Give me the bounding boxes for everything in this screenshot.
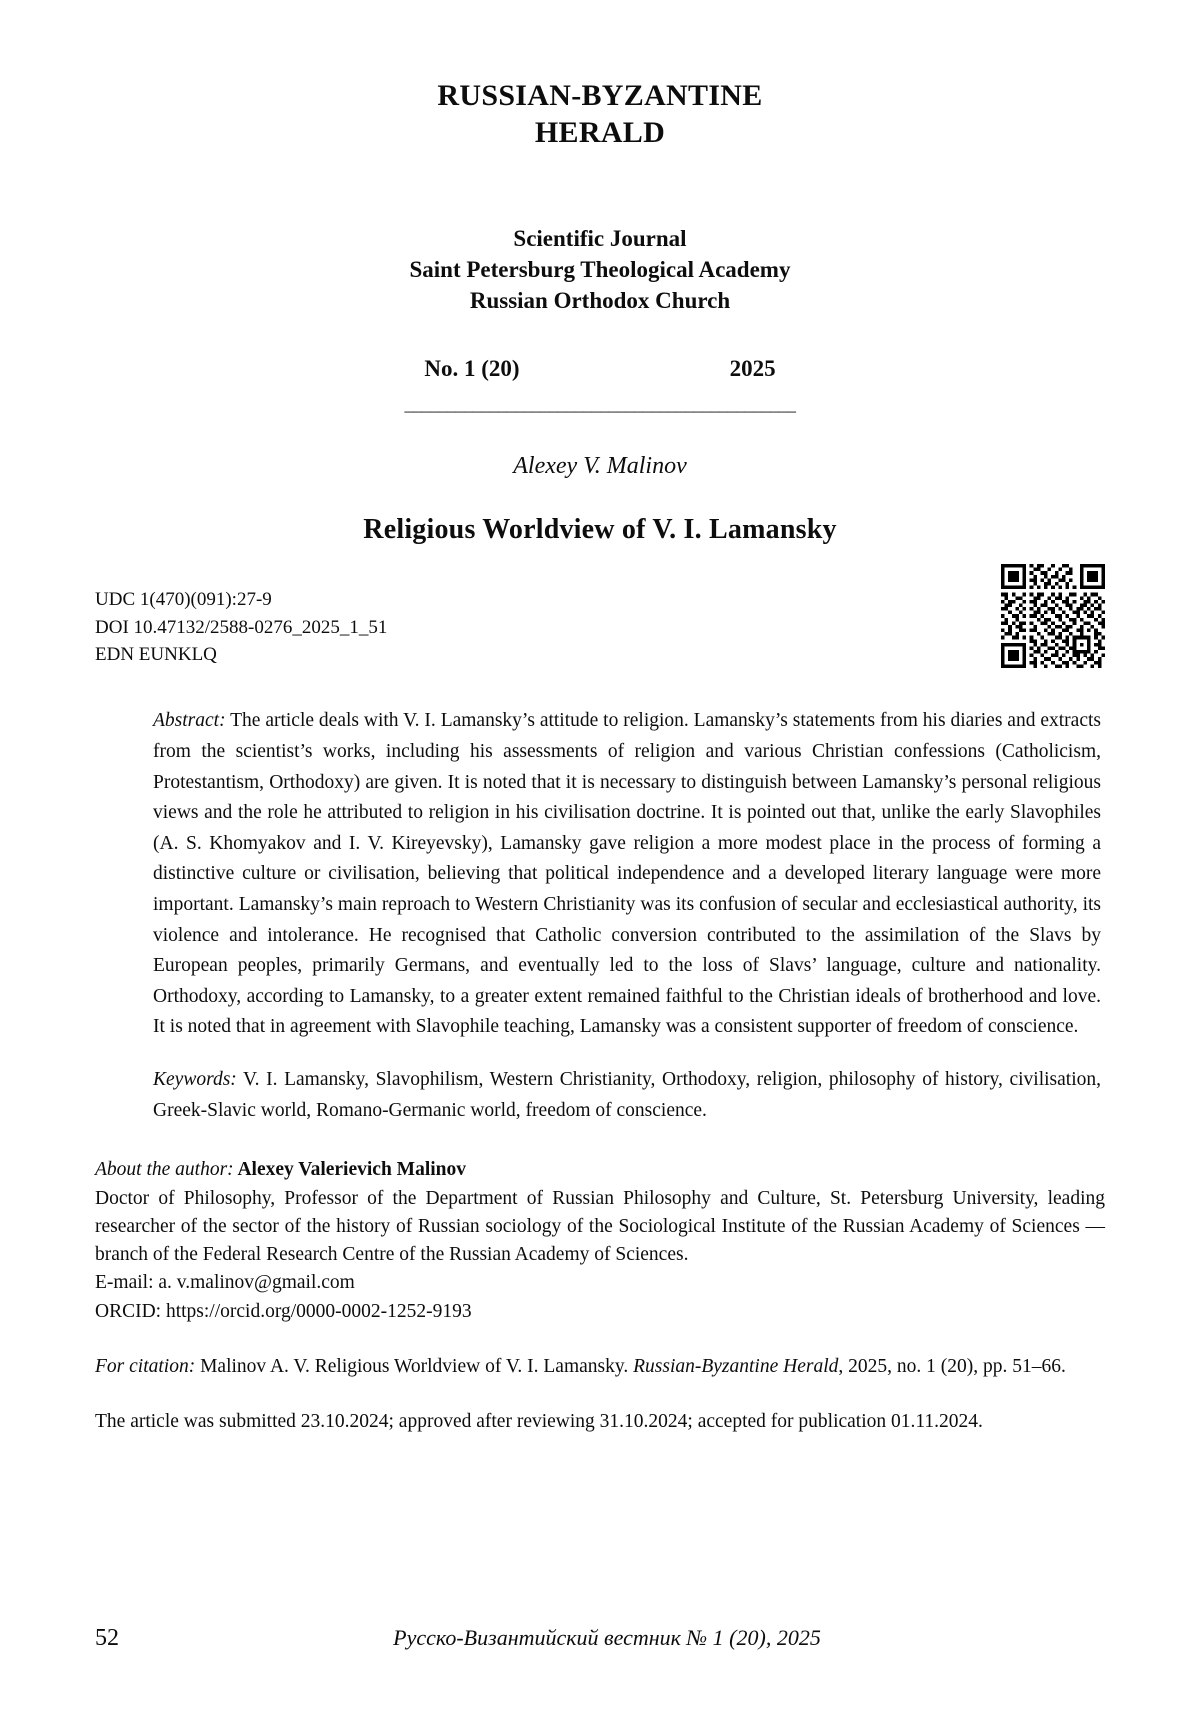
keywords-text: V. I. Lamansky, Slavophilism, Western Christianity, Orthodoxy, religion, philosophy of history, civilisation, Greek-Slavic world, Romano-Germanic world, freedom of conscience. (153, 1069, 1101, 1121)
citation-text-before: Malinov A. V. Religious Worldview of V. I. Lamansky. (195, 1355, 634, 1377)
author-orcid[interactable]: ORCID: https://orcid.org/0000-0002-1252-9193 (95, 1300, 472, 1322)
submission-dates: The article was submitted 23.10.2024; approved after reviewing 31.10.2024; accepted for publication 01.11.2024. (95, 1411, 983, 1433)
page-title: Religious Worldview of V. I. Lamansky (363, 514, 837, 546)
identifiers-row (95, 586, 1105, 696)
qr-code-icon (1001, 564, 1105, 668)
about-label: About the author: (95, 1159, 234, 1181)
citation-label: For citation: (95, 1355, 196, 1377)
journal-kind: Scientific Journal (513, 226, 687, 252)
article-author: Alexey V. Malinov (513, 453, 687, 480)
horizontal-rule: ______________________________________________ (404, 394, 796, 415)
page-content (95, 0, 1105, 1436)
doi-line: DOI 10.47132/2588-0276_2025_1_51 (95, 616, 388, 638)
masthead-line-2: HERALD (534, 115, 666, 149)
identifiers (95, 586, 1105, 669)
journal-info (95, 223, 1105, 316)
edn-line: EDN EUNKLQ (95, 644, 217, 666)
keywords-paragraph (153, 1065, 1101, 1126)
citation-journal-title: Russian-Byzantine Herald (633, 1355, 839, 1377)
abstract-paragraph (153, 706, 1101, 1043)
page-footer (95, 1625, 1105, 1652)
issue-row (95, 356, 1105, 382)
page-number: 52 (95, 1625, 119, 1651)
citation-paragraph (95, 1352, 1105, 1381)
journal-masthead (95, 78, 1105, 151)
running-title: Русско-Византийский вестник № 1 (20), 2025 (393, 1625, 821, 1650)
masthead-line-1: RUSSIAN-BYZANTINE (437, 79, 763, 112)
about-the-author (95, 1156, 1105, 1326)
author-affiliation: Doctor of Philosophy, Professor of the Department of Russian Philosophy and Culture, St. Petersburg University, leading researcher of the sector of the history of Russian sociology of the Sociological Institute of the Russian Academy of Sciences — branch of the Federal Research Centre of the Russian Academy of Sciences. (95, 1187, 1105, 1266)
abstract-label: Abstract: (153, 710, 226, 732)
keywords-label: Keywords: (153, 1069, 237, 1091)
udc-line: UDC 1(470)(091):27-9 (95, 589, 272, 611)
abstract-text: The article deals with V. I. Lamansky’s attitude to religion. Lamansky’s statements from his diaries and extracts from the scientist’s works, including his assessments of religion and various Christian confessions (Catholicism, Protestantism, Orthodoxy) are given. It is noted that it is necessary to distinguish between Lamansky’s personal religious views and the role he attributed to religion in his civilisation doctrine. It is pointed out that, unlike the early Slavophiles (A. S. Khomyakov and I. V. Kireyevsky), Lamansky gave religion a more modest place in the process of forming a distinctive culture or civilisation, believing that political independence and a developed literary language were more important. Lamansky’s main reproach to Western Christianity was its confusion of secular and ecclesiastical authority, its violence and intolerance. He recognised that Catholic conversion contributed to the assimilation of the Slavs by European peoples, primarily Germans, and eventually led to the loss of Slavs’ language, culture and nationality. Orthodoxy, according to Lamansky, to a greater extent remained faithful to the Christian ideals of brotherhood and love. It is noted that in agreement with Slavophile teaching, Lamansky was a consistent supporter of freedom of conscience. (153, 710, 1101, 1038)
citation-text-after: , 2025, no. 1 (20), pp. 51–66. (838, 1355, 1066, 1377)
issue-year: 2025 (729, 356, 776, 382)
journal-church: Russian Orthodox Church (469, 288, 731, 314)
about-heading (95, 1156, 1105, 1184)
issue-number: No. 1 (20) (424, 356, 520, 382)
journal-institution: Saint Petersburg Theological Academy (409, 257, 791, 283)
author-email[interactable]: E-mail: a. v.malinov@gmail.com (95, 1272, 355, 1294)
author-full-name: Alexey Valerievich Malinov (233, 1159, 467, 1181)
